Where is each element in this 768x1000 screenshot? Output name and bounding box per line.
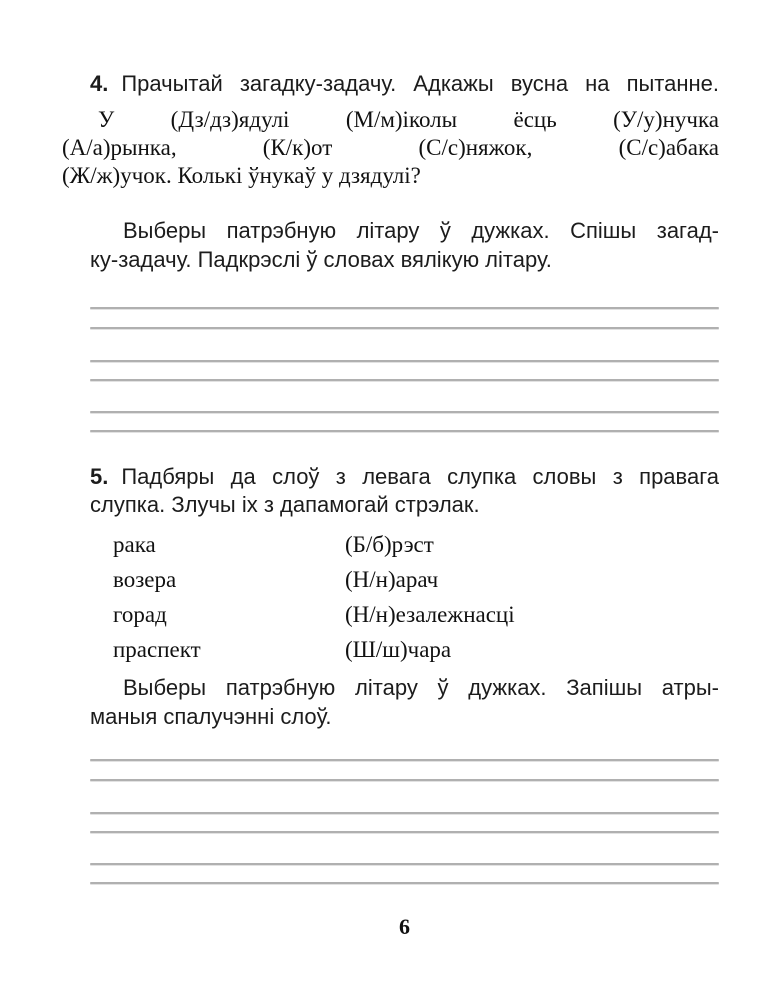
exercise-5-heading-line-2: слупка. Злучы іх з дапамогай стрэлак. — [90, 492, 480, 517]
left-word-1: рака — [113, 532, 156, 557]
exercise-5-title: Падбяры да слоў з левага слупка словы з правага — [121, 464, 719, 489]
writing-line — [90, 360, 719, 362]
writing-line — [90, 430, 719, 432]
writing-line — [90, 882, 719, 884]
writing-line — [90, 831, 719, 833]
writing-line — [90, 812, 719, 814]
writing-lines-exercise-4 — [90, 307, 719, 432]
riddle-line-3: (Ж/ж)учок. Колькі ўнукаў у дзядулі? — [62, 163, 421, 188]
left-word-4: праспект — [113, 637, 201, 662]
exercise-5-number: 5. — [90, 464, 109, 489]
exercise-5-instruction-line-1: Выберы патрэбную літару ў дужках. Запішы атры- — [123, 675, 719, 700]
exercise-5-heading — [90, 463, 719, 519]
exercise-4-number: 4. — [90, 71, 109, 96]
riddle-line-1: У (Дз/дз)ядулі (М/м)іколы ёсць (У/у)нучка — [98, 107, 719, 132]
exercise-4-instruction-line-1: Выберы патрэбную літару ў дужках. Спішы загад- — [123, 218, 719, 243]
left-word-2: возера — [113, 567, 177, 592]
exercise-4-riddle — [62, 106, 719, 190]
exercise-4-heading-line — [90, 70, 719, 98]
exercise-4-title: Прачытай загадку-задачу. Адкажы вусна на пытанне. — [121, 71, 719, 96]
exercise-5-instruction-line-2: маныя спалучэнні слоў. — [90, 704, 332, 729]
exercise-4-instruction — [90, 216, 719, 274]
left-word-3: горад — [113, 602, 167, 627]
writing-line — [90, 863, 719, 865]
right-word-4: (Ш/ш)чара — [345, 637, 452, 662]
word-match-columns — [113, 527, 719, 667]
writing-line — [90, 411, 719, 413]
exercise-5-instruction — [90, 673, 719, 731]
riddle-line-2: (А/а)рынка, (К/к)от (С/с)няжок, (С/с)абака — [62, 135, 719, 160]
right-word-2: (Н/н)арач — [345, 567, 439, 592]
exercise-5-heading-line-1 — [90, 463, 719, 491]
exercise-4-heading — [90, 70, 719, 98]
right-word-1: (Б/б)рэст — [345, 532, 434, 557]
writing-lines-exercise-5 — [90, 759, 719, 884]
right-word-3: (Н/н)езалежнасці — [345, 602, 515, 627]
writing-line — [90, 327, 719, 329]
page-number: 6 — [399, 914, 410, 939]
writing-line — [90, 379, 719, 381]
exercise-4-instruction-line-2: ку-задачу. Падкрэслі ў словах вялікую літару. — [90, 247, 552, 272]
writing-line — [90, 307, 719, 309]
writing-line — [90, 779, 719, 781]
writing-line — [90, 759, 719, 761]
